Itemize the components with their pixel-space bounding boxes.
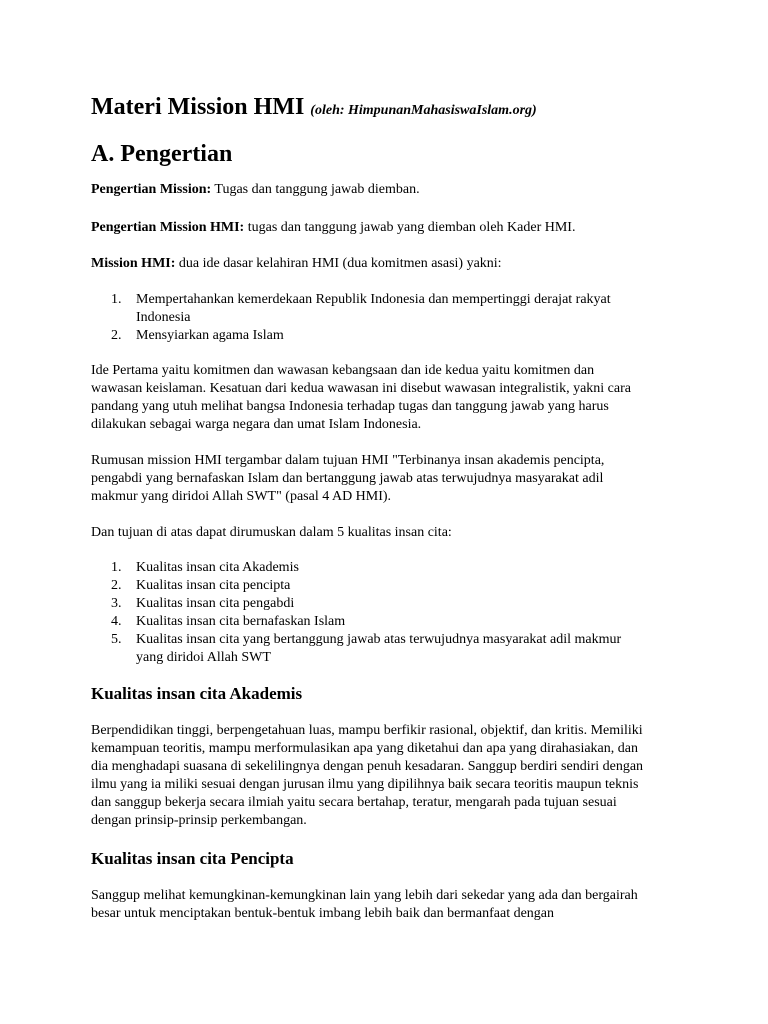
list-item	[91, 613, 636, 631]
paragraph-rumusan: Rumusan mission HMI tergambar dalam tujuan HMI "Terbinanya insan akademis pencipta, pengabdi yang bernafaskan Islam dan bertanggung jawab atas terwujudnya masyarakat adil makmur yang diridoi Allah SWT" (pasal 4 AD HMI).	[91, 453, 605, 504]
list-item-text: Kualitas insan cita pengabdi	[136, 596, 295, 611]
definition-mission	[91, 181, 651, 199]
list-item-number: 5.	[111, 632, 122, 647]
heading-pencipta: Kualitas insan cita Pencipta	[91, 849, 294, 868]
document-title	[91, 92, 537, 126]
document-title-main: Materi Mission HMI	[91, 94, 305, 120]
list-item-text: Kualitas insan cita Akademis	[136, 560, 299, 575]
definition-label: Mission HMI:	[91, 256, 176, 271]
list-item-text: Mensyiarkan agama Islam	[136, 328, 284, 343]
list-item-number: 1.	[111, 560, 122, 575]
list-item-text: Kualitas insan cita pencipta	[136, 578, 291, 593]
definition-text: tugas dan tanggung jawab yang diemban oleh Kader HMI.	[244, 220, 576, 235]
list-item-number: 1.	[111, 292, 122, 307]
list-item-text: Kualitas insan cita bernafaskan Islam	[136, 614, 346, 629]
paragraph-ide-pertama: Ide Pertama yaitu komitmen dan wawasan kebangsaan dan ide kedua yaitu komitmen dan wawasan keislaman. Kesatuan dari kedua wawasan ini disebut wawasan integralistik, yakni cara pandang yang utuh melihat bangsa Indonesia terhadap tugas dan tanggung jawab yang harus dilakukan sebagai warga negara dan umat Islam Indonesia.	[91, 363, 631, 432]
definition-mission-hmi	[91, 219, 651, 237]
list-item-text: Kualitas insan cita yang bertanggung jawab atas terwujudnya masyarakat adil makmur yang diridoi Allah SWT	[136, 632, 622, 665]
definition-label: Pengertian Mission HMI:	[91, 220, 245, 235]
definition-label: Pengertian Mission:	[91, 182, 212, 197]
list-item	[91, 577, 636, 595]
heading-akademis: Kualitas insan cita Akademis	[91, 684, 303, 703]
list-item	[91, 327, 636, 345]
definition-text: dua ide dasar kelahiran HMI (dua komitmen asasi) yakni:	[175, 256, 502, 271]
list-item-text: Mempertahankan kemerdekaan Republik Indonesia dan mempertinggi derajat rakyat Indonesia	[136, 292, 611, 325]
paragraph-akademis: Berpendidikan tinggi, berpengetahuan luas, mampu berfikir rasional, objektif, dan kritis. Memiliki kemampuan teoritis, mampu merformulasikan apa yang diketahui dan apa yang dirahasiakan, dan dia menghadapi suasana di sekelilingnya dengan penuh kesadaran. Sanggup berdiri sendiri dengan ilmu yang ia miliki sesuai dengan jurusan ilmu yang dipilihnya baik secara teoritis maupun teknis dan sanggup bekerja secara ilmiah yaitu secara bertahap, teratur, mengarah pada tujuan sesuai dengan prinsip-prinsip perkembangan.	[91, 723, 644, 828]
list-item-number: 2.	[111, 328, 122, 343]
section-heading-pengertian: A. Pengertian	[91, 141, 233, 167]
definition-mission-hmi-ide	[91, 255, 651, 273]
list-item	[91, 595, 636, 613]
commitments-list	[91, 291, 636, 345]
list-item-number: 4.	[111, 614, 122, 629]
definition-text: Tugas dan tanggung jawab diemban.	[211, 182, 420, 197]
list-item	[91, 631, 636, 667]
list-item-number: 3.	[111, 596, 122, 611]
document-byline: (oleh: HimpunanMahasiswaIslam.org)	[310, 103, 537, 118]
paragraph-pencipta: Sanggup melihat kemungkinan-kemungkinan lain yang lebih dari sekedar yang ada dan bergairah besar untuk menciptakan bentuk-bentuk imbang lebih baik dan bermanfaat dengan	[91, 888, 638, 921]
paragraph-dan-tujuan: Dan tujuan di atas dapat dirumuskan dalam 5 kualitas insan cita:	[91, 525, 452, 540]
list-item	[91, 559, 636, 577]
qualities-list	[91, 559, 636, 667]
list-item	[91, 291, 636, 327]
list-item-number: 2.	[111, 578, 122, 593]
